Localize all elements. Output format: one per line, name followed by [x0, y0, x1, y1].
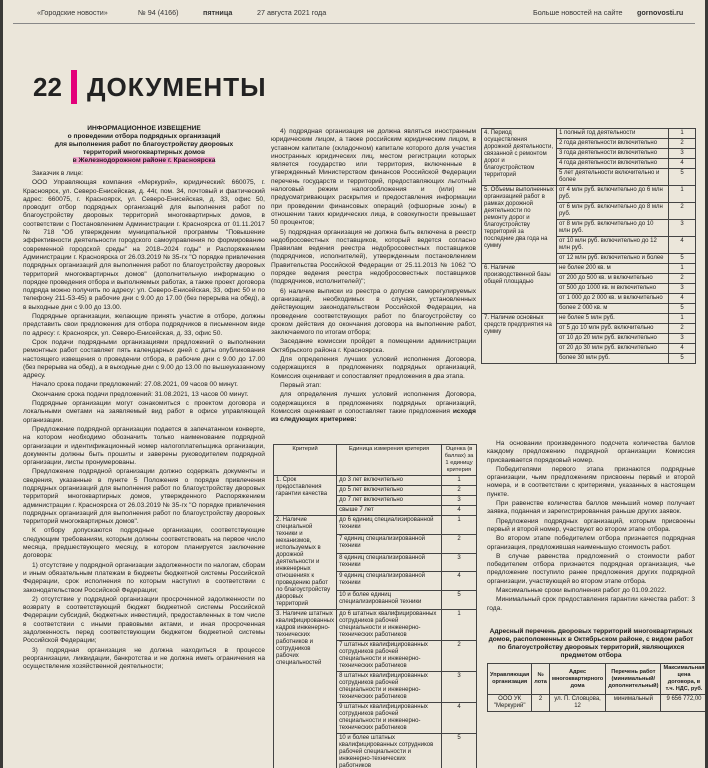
criterion-unit: до 6 единиц специализированной техники	[337, 516, 442, 535]
notice-subtitle-4: в Железнодорожном районе г. Красноярска	[72, 157, 216, 164]
section-title: ДОКУМЕНТЫ	[87, 72, 267, 102]
criterion-unit: до 3 лет включительно	[337, 476, 442, 486]
notice-heading: ИНФОРМАЦИОННОЕ ИЗВЕЩЕНИЕ	[87, 125, 201, 132]
criterion-score: 4	[669, 237, 696, 254]
page-number: 22	[33, 72, 62, 102]
paragraph: Предложение подрядной организации должно содержать документы и сведения, указанные в пункте 5 Положения о порядке привлечения подрядных организаций для выполнения работ по благоустройству дворовых территорий многоквартирных домов, утвержденного Распоряжением администрации г. Красноярска от 26.03.2019 № 35-гх "О порядке привлечения подрядных организаций для выполнения работ по благоустройству дворовых территорий многоквартирных домов".	[23, 468, 265, 526]
criterion-unit: от 1 000 до 2 000 кв. м включительно	[557, 294, 669, 304]
criterion-unit: от 200 до 500 кв. м включительно	[557, 274, 669, 284]
criterion-unit: 9 штатных квалифицированных сотрудников рабочей специальности и инженерно-технических работников	[337, 703, 442, 734]
table-row	[274, 476, 477, 486]
criteria-table-continued-body	[482, 129, 696, 364]
criterion-score: 4	[442, 572, 477, 591]
paragraph: 1) отсутствие у подрядной организации задолженности по налогам, сборам и иным обязательным платежам в бюджеты бюджетной системы Российской Федерации, срок исполнения по которым наступил в соответствии с законодательством Российской Федерации;	[23, 561, 265, 594]
criterion-unit: от 10 млн руб. включительно до 12 млн руб.	[557, 237, 669, 254]
paragraph: 4) подрядная организация не должна являться иностранным юридическим лицом, а также российским юридическим лицом, в уставном капитале (складочном) капитале которого доля участия иностранных юридических лиц, местом регистрации которых является государство или территория, включенные в утвержденный Министерством финансов Российской Федерации перечень государств и территорий, предоставляющих льготный налоговый режим налогообложения и (или) не предусматривающих раскрытия и предоставления информации при проведении финансовых операций (офшорные зоны) в отношении таких юридических лица, в совокупности превышает 50 процентов;	[271, 128, 476, 227]
paragraph: Во втором этапе победителем отбора признается подрядная организация, предложившая наименьшую стоимость работ.	[487, 535, 695, 551]
criterion-unit: до 6 штатных квалифицированных сотрудников рабочей специальности и инженерно-технических работников	[337, 610, 442, 641]
column-2	[271, 128, 476, 436]
paragraph: Окончание срока подачи предложений: 31.08.2021, 13 часов 00 минут.	[32, 390, 249, 398]
criterion-unit: до 7 лет включительно	[337, 496, 442, 506]
table-header: Адрес многоквартирного дома	[549, 664, 605, 695]
criterion-score: 2	[442, 641, 477, 672]
table-header: Максимальная цена договора, в т.ч. НДС, руб.	[661, 664, 705, 695]
criterion-unit: 2 года деятельности включительно	[557, 139, 669, 149]
criterion-name: 5. Объемы выполненных организацией работ в рамках дорожной деятельности по ремонту дорог и благоустройству территорий за последние два года на сумму	[482, 186, 557, 264]
table-header: Перечень работ (минимальный/дополнительный)	[606, 664, 661, 695]
criterion-unit: от 20 до 30 млн руб. включительно	[557, 344, 669, 354]
criterion-score: 1	[669, 129, 696, 139]
criterion-score: 2	[442, 534, 477, 553]
table-row	[482, 186, 696, 203]
table-cell: 2	[532, 695, 550, 712]
weekday: пятница	[203, 8, 233, 17]
table-row	[488, 695, 706, 712]
paragraph: 3) подрядная организация не должна находиться в процессе реорганизации, ликвидации, банкротства и не должна иметь ограничения на осуществление хозяйственной деятельности;	[23, 646, 265, 671]
criterion-score: 3	[442, 553, 477, 572]
criterion-unit: 4 года деятельности включительно	[557, 159, 669, 169]
criterion-score: 3	[669, 149, 696, 159]
column-1	[23, 125, 265, 765]
criterion-unit: не более 200 кв. м	[557, 264, 669, 274]
table-header: Оценка (в баллах) за 1 единицу критерия	[442, 445, 477, 476]
criterion-unit: от 4 млн руб. включительно до 6 млн руб.	[557, 186, 669, 203]
table-header: Единица измерения критерия	[337, 445, 442, 476]
paragraph: Подрядные организации, желающие принять участие в отборе, должны представить свои предложения для отбора подрядчиков в письменном виде по адресу: г. Красноярск, ул. Северо-Енисейская, д. 33, офис 50.	[23, 313, 265, 337]
column-3	[487, 440, 695, 625]
criterion-unit: до 5 лет включительно	[337, 486, 442, 496]
criterion-score: 1	[442, 476, 477, 486]
criterion-score: 4	[442, 703, 477, 734]
paragraph: Предложение подрядной организации подается в запечатанном конверте, на котором необходимо обозначить только наименование подрядной организации и идентификационный номер налогоплательщика организации, документы должны быть прошиты и заверены руководителем подрядной организации, листы пронумерованы.	[23, 425, 265, 467]
criterion-score: 3	[669, 334, 696, 344]
criterion-score: 4	[669, 344, 696, 354]
criterion-unit: более 2 000 кв. м	[557, 304, 669, 314]
paragraph: В случае равенства предложений о стоимости работ победителем отбора признается подрядная организация, чье предложение поступило ранее предложения других подрядной организации, участвующей во втором этапе отбора.	[487, 552, 695, 585]
criterion-score: 4	[669, 159, 696, 169]
criterion-score: 2	[669, 203, 696, 220]
paragraph: Минимальный срок предоставления гарантии качества работ: 3 года.	[487, 596, 695, 612]
criterion-unit: от 6 млн руб. включительно до 8 млн руб.	[557, 203, 669, 220]
criterion-score: 5	[669, 354, 696, 364]
criterion-score: 1	[669, 186, 696, 203]
notice-subtitle-2: для выполнения работ по благоустройству дворовых	[54, 141, 234, 148]
criterion-unit: не более 5 млн руб.	[557, 314, 669, 324]
criterion-unit: свыше 7 лет	[337, 506, 442, 516]
table-row	[274, 610, 477, 641]
paragraph: Срок подачи подрядными организациями предложений о выполнении ремонтных работ составляет пять календарных дней с даты опубликования настоящего извещения о проведении отбора, в рабочие дни с 9.00 до 17.00 (без перерыва на обед), а в выходные дни с 9.00 до 13.00 по вышеуказанному адресу.	[23, 338, 265, 380]
criterion-score: 3	[442, 496, 477, 506]
table-header: № лота	[532, 664, 550, 695]
criteria-table	[273, 444, 477, 768]
paragraph: На основании произведенного подсчета количества баллов каждому предложению подрядной организации Комиссия присваивается порядковый номер.	[487, 440, 695, 464]
criterion-unit: от 500 до 1000 кв. м включительно	[557, 284, 669, 294]
section-accent-bar	[71, 70, 77, 104]
criterion-score: 1	[669, 314, 696, 324]
criterion-score: 3	[442, 672, 477, 703]
criteria-intro: для определения лучших условий исполнения Договора, содержащихся в предложениях подрядных организаций, Комиссия оценивает и сопоставляет такие предложения	[271, 391, 476, 415]
newspaper-page	[3, 0, 705, 768]
address-list-title: Адресный перечень дворовых территорий многоквартирных домов, расположенных в Октябрьском районе, с видом работ по благоустройству дворовых территорий, являющихся предметом отбора	[488, 628, 694, 659]
paragraph: Первый этап:	[280, 381, 322, 389]
header-divider	[13, 23, 695, 24]
site-promo: Больше новостей на сайте	[533, 8, 623, 17]
table-cell: минимальный	[606, 695, 661, 712]
criterion-unit: от 5 до 10 млн руб. включительно	[557, 324, 669, 334]
issue-date: 27 августа 2021 года	[257, 8, 327, 17]
paragraph: Максимальные сроки выполнения работ до 01.09.2022.	[496, 587, 667, 595]
criterion-unit: 3 года деятельности включительно	[557, 149, 669, 159]
criterion-unit: 9 единиц специализированной техники	[337, 572, 442, 591]
publication-name: «Городские новости»	[37, 8, 108, 17]
criterion-unit: 1 полный год деятельности	[557, 129, 669, 139]
paragraph: ООО Управляющая компания «Меркурий», юридический: 660075, г. Красноярск, ул. Северо-Енисейская, д. 44г, пом. 34, почтовый и фактический адрес: 660075, г. Красноярск, ул. Северо-Енисейская, д. 33, офис 50, проводит отбор подрядных организаций для выполнения работ по благоустройству дворовых территорий многоквартирных домов, в соответствии с Постановлением Администрации г. Красноярска от 01.11.2017 № 718 "Об утверждении муниципальной программы "Повышение эффективности деятельности городского самоуправления по формированию современной городской среды" на 2018–2024 годы" и Распоряжением Администрации г. Красноярска от 26.03.2019 № 35-гх "О порядке привлечения подрядных организаций для выполнения работ по благоустройству дворовых территорий многоквартирных домов" (дополнительную информацию о порядке проведения отбора и выполняемых работах, а также проект договора подряда можно получить по адресу: ул. Северо-Енисейская, 33, офис 50 и по телефону 211-53-45) в рабочие дни с 9.00 до 17.00 (без перерыва на обед), а в выходные дни с 9.00 до 13.00.	[23, 179, 265, 311]
site-link[interactable]: gornovosti.ru	[637, 8, 684, 17]
paragraph: 2) отсутствие у подрядной организации просроченной задолженности по возврату в соответствующий бюджет бюджетной системы Российской Федерации субсидий, бюджетных инвестиций, предоставленных в том числе в соответствии с иными правовыми актами, и иная просроченная задолженность перед соответствующим бюджетом бюджетной системы Российской Федерации;	[23, 595, 265, 645]
paragraph: Для определения лучших условий исполнения Договора, содержащихся в предложениях подрядных организаций, Комиссия оценивает и сопоставляет предложения в два этапа.	[271, 356, 476, 380]
paragraph: Начало срока подачи предложений: 27.08.2021, 09 часов 00 минут.	[32, 381, 238, 389]
paragraph: 5) подрядная организация не должна быть включена в реестр недобросовестных поставщиков, который ведется согласно Правилам ведения реестра недобросовестных поставщиков (подрядчиков, исполнителей), утвержденным постановлением Правительства Российской Федерации от 25.11.2013 № 1062 "О порядке ведения реестра недобросовестных поставщиков (подрядчиков, исполнителей)";	[271, 228, 476, 286]
criterion-unit: 8 единиц специализированной техники	[337, 553, 442, 572]
table-row	[482, 264, 696, 274]
criterion-score: 2	[442, 486, 477, 496]
criterion-unit: 10 и более единиц специализированной техники	[337, 591, 442, 610]
paragraph: Заказчик в лице:	[32, 170, 83, 177]
criterion-name: 4. Период осуществления дорожной деятельности, связанной с ремонтом дорог и благоустройством территорий	[482, 129, 557, 186]
criterion-score: 5	[442, 734, 477, 768]
paragraph: Подрядные организации могут ознакомиться с проектом договора и локальными сметами на заявляемый вид работ в офисе управляющей организации.	[23, 400, 265, 424]
criterion-score: 2	[669, 139, 696, 149]
criterion-score: 4	[442, 506, 477, 516]
table-row	[274, 516, 477, 535]
criterion-score: 1	[442, 610, 477, 641]
criterion-unit: 5 лет деятельности включительно и более	[557, 169, 669, 186]
criterion-score: 2	[669, 324, 696, 334]
criterion-unit: более 30 млн руб.	[557, 354, 669, 364]
paragraph	[271, 391, 476, 424]
criterion-score: 3	[669, 220, 696, 237]
criterion-score: 5	[442, 591, 477, 610]
table-header: Управляющая организация	[488, 664, 532, 695]
notice-subtitle-1: о проведении отбора подрядных организаций	[67, 133, 221, 140]
table-row	[482, 129, 696, 139]
paragraph: Победителями первого этапа признаются подрядные организации, чьим предложениям присвоены первый и второй номера, и в соответствии с критериями, указанных в настоящем пункте.	[487, 465, 695, 498]
criterion-score: 2	[669, 274, 696, 284]
criteria-table-continued	[481, 128, 696, 364]
criterion-name: 3. Наличие штатных квалифицированных кадров инженерно-технических работников и сотрудников рабочих специальностей	[274, 610, 337, 768]
notice-subtitle-3: территорий многоквартирных домов	[82, 149, 205, 156]
criterion-score: 1	[442, 516, 477, 535]
criteria-intro-bold: исходя из следующих критериев:	[271, 407, 476, 424]
criterion-unit: 8 штатных квалифицированных сотрудников рабочей специальности и инженерно-технических работников	[337, 672, 442, 703]
paragraph: Заседание комиссии пройдет в помещении администрации Октябрьского района г. Красноярска.	[271, 338, 476, 354]
criterion-name: 6. Наличие производственной базы общей площадью	[482, 264, 557, 314]
criterion-score: 3	[669, 284, 696, 294]
table-row	[482, 314, 696, 324]
address-list-block	[487, 628, 705, 712]
criterion-unit: от 8 млн руб. включительно до 10 млн руб.	[557, 220, 669, 237]
issue-number: № 94 (4166)	[138, 8, 179, 17]
criterion-name: 2. Наличие специальной техники и механизмов, используемых в дорожной деятельности и инженерных отношениях к проведению работ по благоустройству дворовых территорий	[274, 516, 337, 610]
criterion-name: 1. Срок предоставления гарантии качества	[274, 476, 337, 516]
table-cell: ООО УК "Меркурий"	[488, 695, 532, 712]
criterion-unit: 10 и более штатных квалифицированных сотрудников рабочей специальности и инженерно-технических работников	[337, 734, 442, 768]
criterion-unit: 7 штатных квалифицированных сотрудников рабочей специальности и инженерно-технических работников	[337, 641, 442, 672]
criterion-unit: от 10 до 20 млн руб. включительно	[557, 334, 669, 344]
address-table	[487, 663, 705, 712]
notice-title-block	[23, 125, 265, 165]
table-cell: 9 656 772,00	[661, 695, 705, 712]
criterion-score: 4	[669, 294, 696, 304]
criterion-unit: от 12 млн руб. включительно и более	[557, 254, 669, 264]
paragraph: 6) наличие выписки из реестра о допуске саморегулируемых организаций, необходимых в случаях, установленных действующим законодательством Российской Федерации, на проведение соответствующих работ по благоустройству со сроком действия до окончания договора на выполнение работ, заключаемого по итогам отбора;	[271, 287, 476, 337]
paragraph: К отбору допускаются подрядные организации, соответствующие следующим требованиям, которым должны соответствовать на первое число месяца, предшествующего месяцу, в котором планируется заключение договора:	[23, 527, 265, 560]
table-cell: ул. П. Словцова, 12	[549, 695, 605, 712]
criterion-unit: 7 единиц специализированной техники	[337, 534, 442, 553]
criteria-table-body	[274, 476, 477, 768]
criterion-score: 5	[669, 169, 696, 186]
table-header: Критерий	[274, 445, 337, 476]
criterion-score: 1	[669, 264, 696, 274]
paragraph: При равенстве количества баллов меньший номер получает заявка, поданная и зарегистрированная раньше других заявок.	[487, 500, 695, 516]
criterion-name: 7. Наличие основных средств предприятия на сумму	[482, 314, 557, 364]
criterion-score: 5	[669, 254, 696, 264]
criterion-score: 5	[669, 304, 696, 314]
paragraph: Предложения подрядных организаций, которым присвоены первый и второй номер, участвуют во втором этапе отбора.	[487, 517, 695, 533]
